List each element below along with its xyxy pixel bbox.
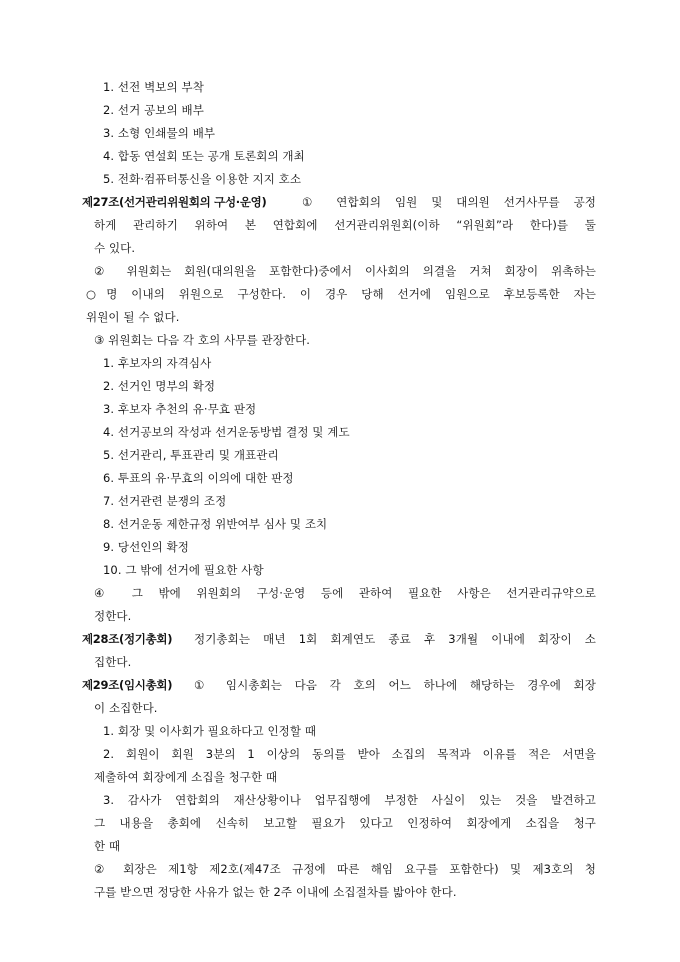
article-29-item2-line2: 제출하여 회장에게 소집을 청구한 때: [94, 770, 278, 784]
article-28-line2: 집한다.: [94, 655, 132, 669]
list-item: 9. 당선인의 확정: [103, 540, 189, 554]
article-28-line1: 정기총회는 매년 1회 회계연도 종료 후 3개월 이내에 회장이 소: [194, 632, 596, 646]
article-28-title: 제28조(정기총회): [82, 632, 173, 646]
list-item: 3. 후보자 추천의 유·무효 판정: [103, 402, 257, 416]
list-item: 3. 소형 인쇄물의 배부: [103, 126, 216, 140]
article-29-p2-line2: 구를 받으면 정당한 사유가 없는 한 2주 이내에 소집절차를 밟아야 한다.: [94, 885, 457, 899]
article-29-item3-line1: 3. 감사가 연합회의 재산상황이나 업무집행에 부정한 사실이 있는 것을 발견하고: [103, 793, 596, 807]
article-27-p2-line2: ○명 이내의 위원으로 구성한다. 이 경우 당해 선거에 임원으로 후보등록한 자는: [86, 287, 596, 301]
article-27-p3: ③ 위원회는 다음 각 호의 사무를 관장한다.: [94, 333, 311, 347]
list-item: 1. 회장 및 이사회가 필요하다고 인정할 때: [103, 724, 317, 738]
list-item: 7. 선거관련 분쟁의 조정: [103, 494, 227, 508]
article-29-item2-line1: 2. 회원이 회원 3분의 1 이상의 동의를 받아 소집의 목적과 이유를 적은 서면을: [103, 747, 596, 761]
list-item: 2. 선거인 명부의 확정: [103, 379, 216, 393]
list-item: 10. 그 밖에 선거에 필요한 사항: [103, 563, 264, 577]
article-27-p4-line1: ④ 그 밖에 위원회의 구성·운영 등에 관하여 필요한 사항은 선거관리규약으로: [94, 586, 596, 600]
article-29-line2: 이 소집한다.: [94, 701, 158, 715]
list-item: 4. 합동 연설회 또는 공개 토론회의 개최: [103, 149, 305, 163]
article-27-p2-line1: ② 위원회는 회원(대의원을 포함한다)중에서 이사회의 의결을 거쳐 회장이 위촉하는: [94, 264, 596, 278]
list-item: 5. 선거관리, 투표관리 및 개표관리: [103, 448, 279, 462]
list-item: 4. 선거공보의 작성과 선거운동방법 결정 및 계도: [103, 425, 350, 439]
list-item: 5. 전화·컴퓨터통신을 이용한 지지 호소: [103, 172, 302, 186]
article-27-p2-line3: 위원이 될 수 없다.: [86, 310, 180, 324]
list-item: 1. 선전 벽보의 부착: [103, 80, 204, 94]
article-29-item3-line2: 그 내용을 총회에 신속히 보고할 필요가 있다고 인정하여 회장에게 소집을 청구: [94, 816, 596, 830]
article-29-title: 제29조(임시총회): [82, 678, 173, 692]
list-item: 1. 후보자의 자격심사: [103, 356, 212, 370]
article-29-line1: ① 임시총회는 다음 각 호의 어느 하나에 해당하는 경우에 회장: [194, 678, 596, 692]
list-item: 8. 선거운동 제한규정 위반여부 심사 및 조치: [103, 517, 328, 531]
article-29-p2-line1: ② 회장은 제1항 제2호(제47조 규정에 따른 해임 요구를 포함한다) 및 제3호의 청: [94, 862, 596, 876]
article-27-p1-line2: 하게 관리하기 위하여 본 연합회에 선거관리위원회(이하 “위원회”라 한다)를 둘: [94, 218, 596, 232]
article-27-p1-line3: 수 있다.: [94, 241, 136, 255]
list-item: 2. 선거 공보의 배부: [103, 103, 204, 117]
article-29-item3-line3: 한 때: [94, 839, 121, 853]
article-27-p1-line1: ① 연합회의 임원 및 대의원 선거사무를 공정: [302, 195, 596, 209]
list-item: 6. 투표의 유·무효의 이의에 대한 판정: [103, 471, 294, 485]
article-27-title: 제27조(선거관리위원회의 구성·운영): [82, 195, 267, 209]
article-27-p4-line2: 정한다.: [94, 609, 132, 623]
